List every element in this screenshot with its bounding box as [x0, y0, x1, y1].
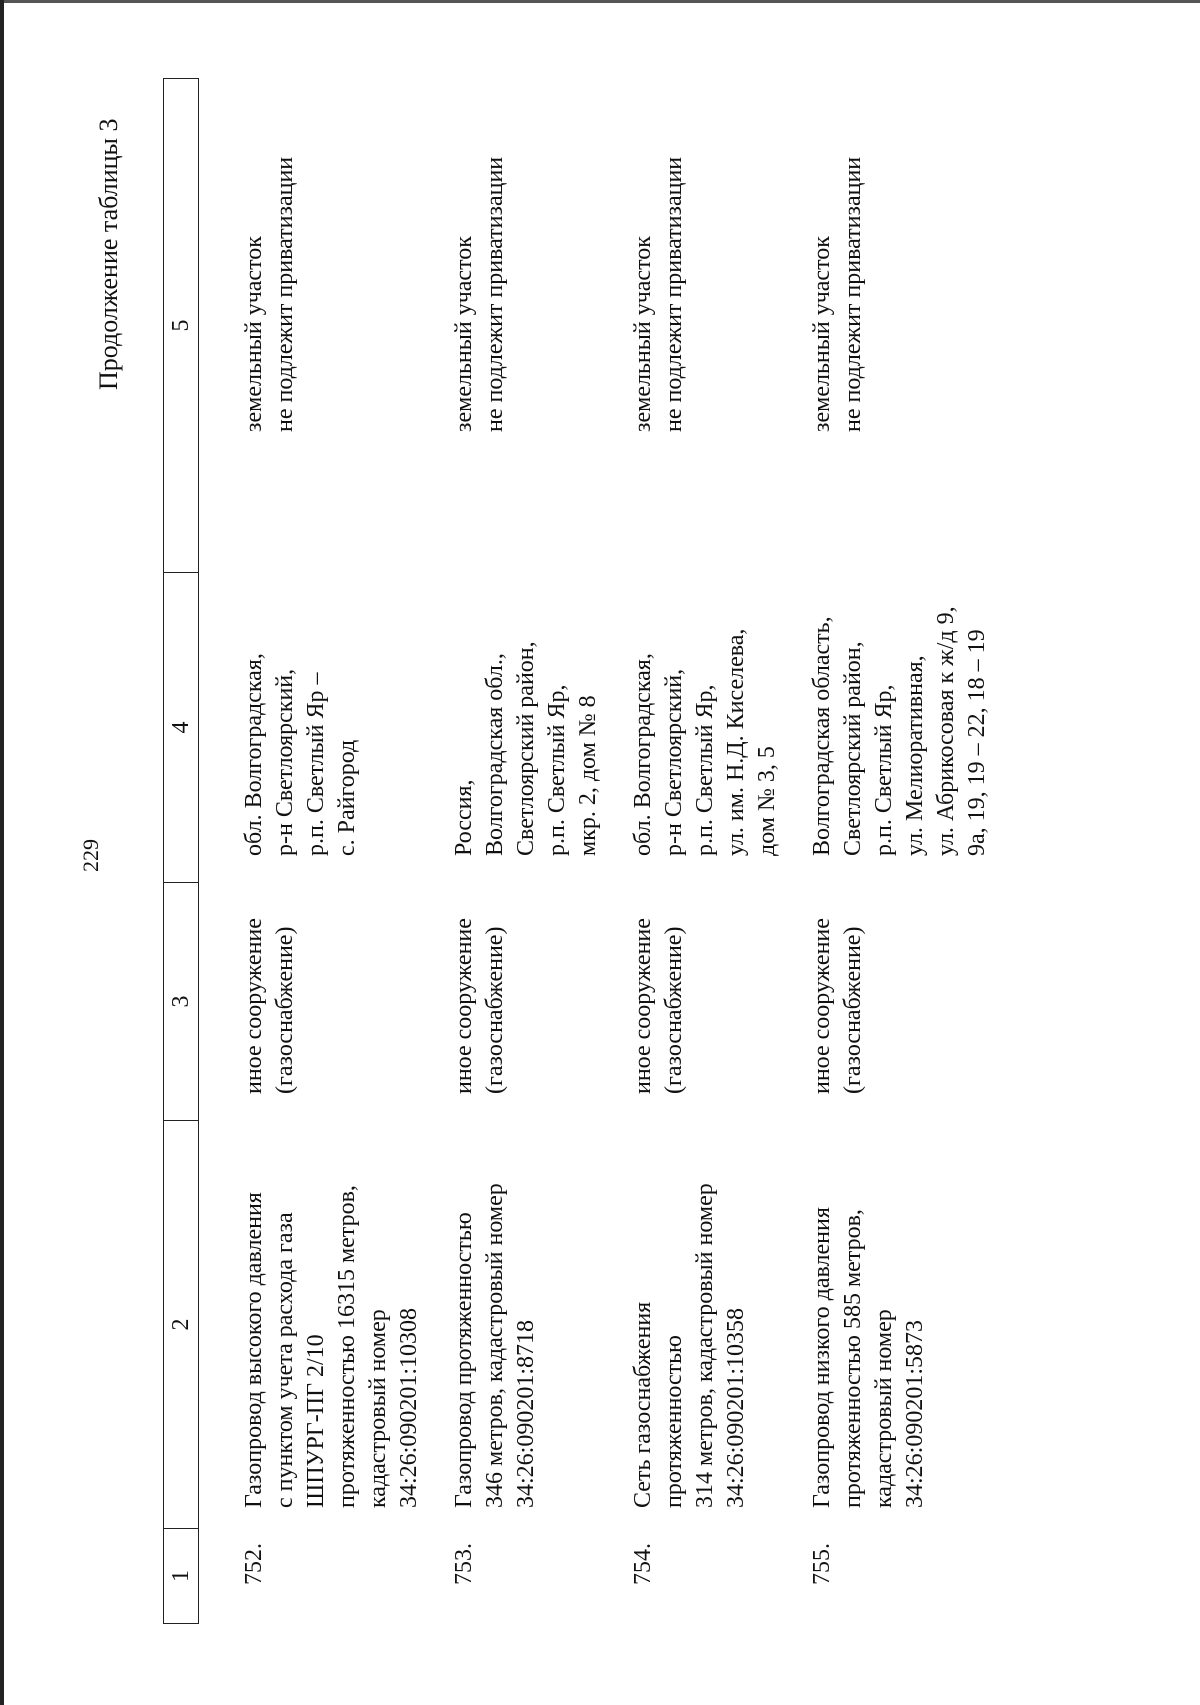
object-type: иное сооружение (газоснабжение) [241, 918, 298, 1094]
row-number: 753. [451, 1543, 477, 1585]
object-note: земельный участок не подлежит приватизации [630, 156, 687, 432]
object-address: Волгоградская область, Светлоярский район, р.п. Светлый Яр, ул. Мелиоративная, ул. Абрикосовая к ж/д 9, 9а, 19, 19 – 22, 18 – 19 [809, 606, 990, 856]
property-table [163, 78, 1017, 1624]
header-col-2: 2 [164, 1121, 199, 1529]
object-type: иное сооружение (газоснабжение) [809, 918, 866, 1094]
header-col-3: 3 [164, 883, 199, 1121]
object-address: обл. Волгоградская, р-н Светлоярский, р.п. Светлый Яр – с. Райгород [241, 653, 360, 856]
object-description: Газопровод протяженностью 346 метров, кадастровый номер 34:26:090201:8718 [451, 1183, 539, 1508]
page-number: 229 [78, 839, 103, 872]
row-number: 754. [630, 1543, 656, 1585]
object-description: Сеть газоснабжения протяженностью 314 метров, кадастровый номер 34:26:090201:10358 [630, 1183, 749, 1508]
table-row [807, 79, 1017, 1624]
object-description: Газопровод высокого давления с пунктом учета расхода газа ШПУРГ-ПГ 2/10 протяженностью 16315 метров, кадастровый номер 34:26:090201:10308 [241, 1185, 422, 1508]
header-col-5: 5 [164, 79, 199, 573]
object-note: земельный участок не подлежит приватизации [241, 156, 298, 432]
row-number: 755. [809, 1543, 835, 1585]
object-note: земельный участок не подлежит приватизации [451, 156, 508, 432]
object-type: иное сооружение (газоснабжение) [451, 918, 508, 1094]
table-row [628, 79, 807, 1624]
table-row [449, 79, 628, 1624]
object-type: иное сооружение (газоснабжение) [630, 918, 687, 1094]
table-header-row [164, 79, 199, 1624]
table-caption: Продолжение таблицы 3 [94, 118, 123, 390]
object-address: Россия, Волгоградская обл., Светлоярский район, р.п. Светлый Яр, мкр. 2, дом № 8 [451, 641, 601, 856]
table-row [199, 79, 450, 1624]
object-note: земельный участок не подлежит приватизации [809, 156, 866, 432]
header-col-4: 4 [164, 573, 199, 883]
header-col-1: 1 [164, 1529, 199, 1624]
object-address: обл. Волгоградская, р-н Светлоярский, р.п. Светлый Яр, ул. им. Н.Д. Киселева, дом № 3, 5 [630, 628, 780, 856]
object-description: Газопровод низкого давления протяженностью 585 метров, кадастровый номер 34:26:090201:5873 [809, 1207, 928, 1508]
row-number: 752. [241, 1543, 267, 1585]
